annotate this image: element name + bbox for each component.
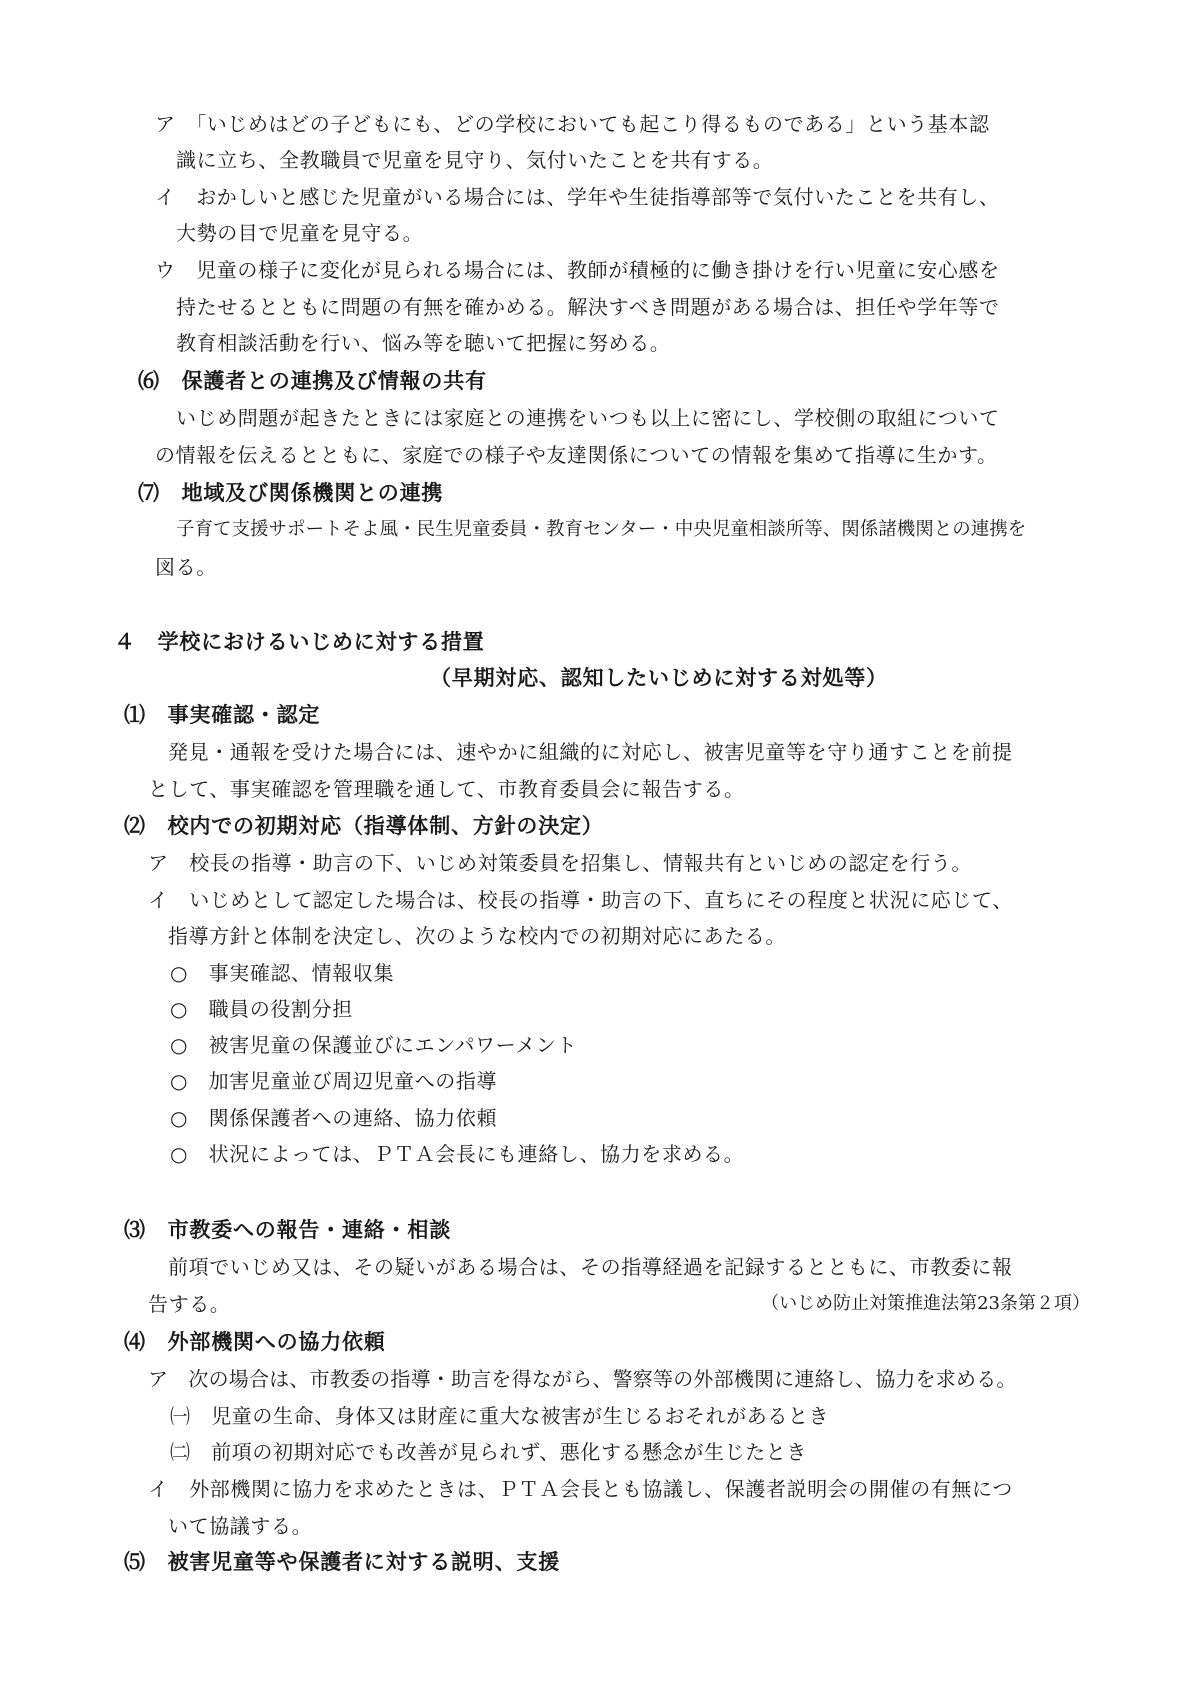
bullet-item: ○ 状況によっては、ＰＴＡ会長にも連絡し、協力を求める。 — [170, 1142, 745, 1166]
section-7-para-line1: 子育て支援サポートそよ風・民生児童委員・教育センター・中央児童相談所等、関係諸機関との連携を — [176, 519, 1027, 540]
section-4-4-item-a: ア 次の場合は、市教委の指導・助言を得ながら、警察等の外部機関に連絡し、協力を求める。 — [148, 1367, 1017, 1391]
bullet-item: ○ 関係保護者への連絡、協力依頼 — [170, 1106, 498, 1130]
legal-reference: （いじめ防止対策推進法第23条第２項） — [761, 1293, 1090, 1314]
section-4-4-subitem-2: ㈡ 前項の初期対応でも改善が見られず、悪化する懸念が生じたとき — [170, 1440, 807, 1464]
section-4-2-heading: ⑵ 校内での初期対応（指導体制、方針の決定） — [124, 814, 604, 838]
section-7-para-line2: 図る。 — [155, 555, 217, 579]
section-4-3-para-line2: 告する。 — [148, 1292, 231, 1316]
section-4-2-item-a: ア 校長の指導・助言の下、いじめ対策委員を招集し、情報共有といじめの認定を行う。 — [148, 851, 972, 875]
item-i-line1: イ おかしいと感じた児童がいる場合には、学年や生徒指導部等で気付いたことを共有し、 — [155, 185, 1000, 209]
section-4-1-para-line2: として、事実確認を管理職を通して、市教育委員会に報告する。 — [148, 777, 745, 801]
section-6-para-line1: いじめ問題が起きたときには家庭との連携をいつも以上に密にし、学校側の取組について — [176, 406, 1000, 430]
section-4-3-para-line1: 前項でいじめ又は、その疑いがある場合は、その指導経過を記録するとともに、市教委に報 — [168, 1255, 1013, 1279]
section-4-1-para-line1: 発見・通報を受けた場合には、速やかに組織的に対応し、被害児童等を守り通すことを前提 — [168, 740, 1013, 764]
item-u-line3: 教育相談活動を行い、悩み等を聴いて把握に努める。 — [176, 331, 671, 355]
section-4-2-item-i-line2: 指導方針と体制を決定し、次のような校内での初期対応にあたる。 — [168, 924, 786, 948]
section-4-4-subitem-1: ㈠ 児童の生命、身体又は財産に重大な被害が生じるおそれがあるとき — [170, 1404, 830, 1428]
section-4-5-heading: ⑸ 被害児童等や保護者に対する説明、支援 — [124, 1550, 560, 1574]
bullet-item: ○ 事実確認、情報収集 — [170, 961, 395, 985]
section-6-heading: ⑹ 保護者との連携及び情報の共有 — [138, 369, 487, 393]
section-4-4-item-i-line1: イ 外部機関に協力を求めたときは、ＰＴＡ会長とも協議し、保護者説明会の開催の有無につ — [148, 1477, 1013, 1501]
item-u-line1: ウ 児童の様子に変化が見られる場合には、教師が積極的に働き掛けを行い児童に安心感を — [155, 258, 1000, 282]
section-4-title: ４ 学校におけるいじめに対する措置 — [114, 630, 485, 654]
bullet-item: ○ 職員の役割分担 — [170, 997, 353, 1021]
item-a-line1: ア 「いじめはどの子どもにも、どの学校においても起こり得るものである」という基本認 — [155, 112, 990, 136]
section-4-2-item-i-line1: イ いじめとして認定した場合は、校長の指導・助言の下、直ちにその程度と状況に応じて、 — [148, 888, 1013, 912]
section-4-4-item-i-line2: いて協議する。 — [168, 1514, 313, 1538]
section-4-subtitle: （早期対応、認知したいじめに対する対処等） — [430, 666, 888, 690]
section-4-3-heading: ⑶ 市教委への報告・連絡・相談 — [124, 1218, 451, 1242]
section-4-4-heading: ⑷ 外部機関への協力依頼 — [124, 1330, 386, 1354]
section-7-heading: ⑺ 地域及び関係機関との連携 — [138, 481, 444, 505]
bullet-item: ○ 被害児童の保護並びにエンパワーメント — [170, 1033, 578, 1057]
section-6-para-line2: の情報を伝えるとともに、家庭での様子や友達関係についての情報を集めて指導に生かす。 — [155, 443, 998, 467]
item-u-line2: 持たせるとともに問題の有無を確かめる。解決すべき問題がある場合は、担任や学年等で — [176, 295, 1000, 319]
item-i-line2: 大勢の目で児童を見守る。 — [176, 221, 424, 245]
item-a-line2: 識に立ち、全教職員で児童を見守り、気付いたことを共有する。 — [176, 148, 774, 172]
bullet-item: ○ 加害児童並び周辺児童への指導 — [170, 1069, 498, 1093]
section-4-1-heading: ⑴ 事実確認・認定 — [124, 703, 321, 727]
